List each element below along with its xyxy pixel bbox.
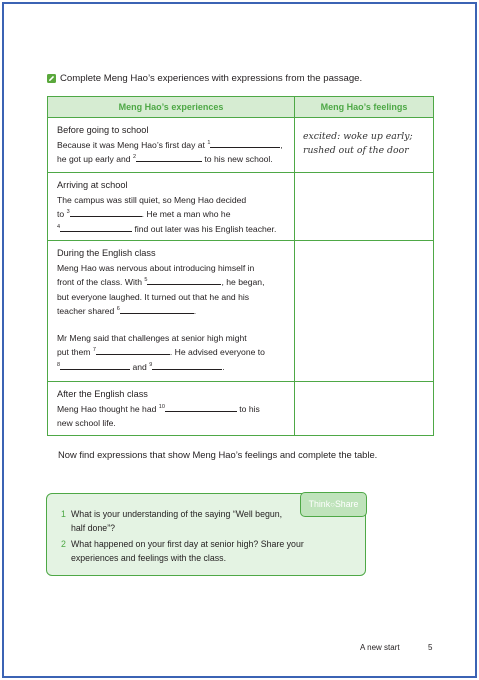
header-experiences: Meng Hao’s experiences bbox=[48, 97, 295, 118]
answer-blank[interactable] bbox=[136, 152, 202, 162]
experience-arriving: Arriving at school The campus was still quiet, so Meng Hao decided to $^3$ . He met a man who he $^4$ find out later was his English teacher. bbox=[48, 173, 294, 240]
experience-after-class: After the English class Meng Hao thought he had $^{10}$ to his new school life. bbox=[48, 382, 294, 435]
table-header-row bbox=[48, 97, 434, 118]
row-heading: Arriving at school bbox=[57, 180, 128, 190]
table-row bbox=[48, 118, 434, 173]
feeling-arriving[interactable] bbox=[295, 173, 434, 241]
row-heading: Before going to school bbox=[57, 125, 149, 135]
answer-blank[interactable] bbox=[60, 222, 132, 232]
answer-blank[interactable] bbox=[152, 360, 222, 370]
lightbulb-icon: ○ bbox=[330, 500, 335, 509]
row-heading: After the English class bbox=[57, 389, 148, 399]
table-row bbox=[48, 382, 434, 436]
answer-blank[interactable] bbox=[210, 138, 280, 148]
follow-up-instruction: Now find expressions that show Meng Hao’s feelings and complete the table. bbox=[58, 449, 378, 460]
pencil-icon bbox=[47, 74, 56, 83]
question-2: 2 What happened on your first day at senior high? Share your experiences and feelings with the class. bbox=[61, 539, 304, 563]
answer-blank[interactable] bbox=[120, 304, 194, 314]
answer-blank[interactable] bbox=[60, 360, 130, 370]
table-row bbox=[48, 241, 434, 382]
experiences-table bbox=[47, 96, 434, 436]
answer-blank[interactable] bbox=[96, 345, 170, 355]
unit-title: A new start bbox=[360, 643, 400, 652]
header-feelings: Meng Hao’s feelings bbox=[295, 97, 434, 118]
question-1: 1 What is your understanding of the saying “Well begun, half done”? bbox=[61, 509, 283, 533]
page-number: 5 bbox=[428, 643, 433, 652]
think-share-tab: Think○Share bbox=[300, 492, 367, 517]
answer-blank[interactable] bbox=[147, 275, 221, 285]
feeling-after-class[interactable] bbox=[295, 382, 434, 436]
experience-before-school: Before going to school Because it was Meng Hao’s first day at $^1$ , he got up early and $^2$ to his new school. bbox=[48, 118, 294, 171]
row-heading: During the English class bbox=[57, 248, 156, 258]
experience-english-class: During the English class Meng Hao was nervous about introducing himself in front of the class. With $^5$ , he began, but everyone laughed. It turned out that he and his teacher shared $^6$ . Mr Meng said that challenges at senior high might put them $^7$ . He advised everyone to $^8$ and $^9$ . bbox=[48, 241, 294, 378]
instruction-text: Complete Meng Hao’s experiences with expressions from the passage. bbox=[60, 73, 363, 84]
think-share-box bbox=[46, 493, 366, 576]
activity-instruction bbox=[47, 73, 362, 84]
answer-blank[interactable] bbox=[165, 402, 237, 412]
answer-blank[interactable] bbox=[70, 207, 142, 217]
feeling-before-school: excited: woke up early; rushed out of the door bbox=[303, 131, 413, 156]
feeling-english-class[interactable] bbox=[295, 241, 434, 382]
table-row bbox=[48, 173, 434, 241]
